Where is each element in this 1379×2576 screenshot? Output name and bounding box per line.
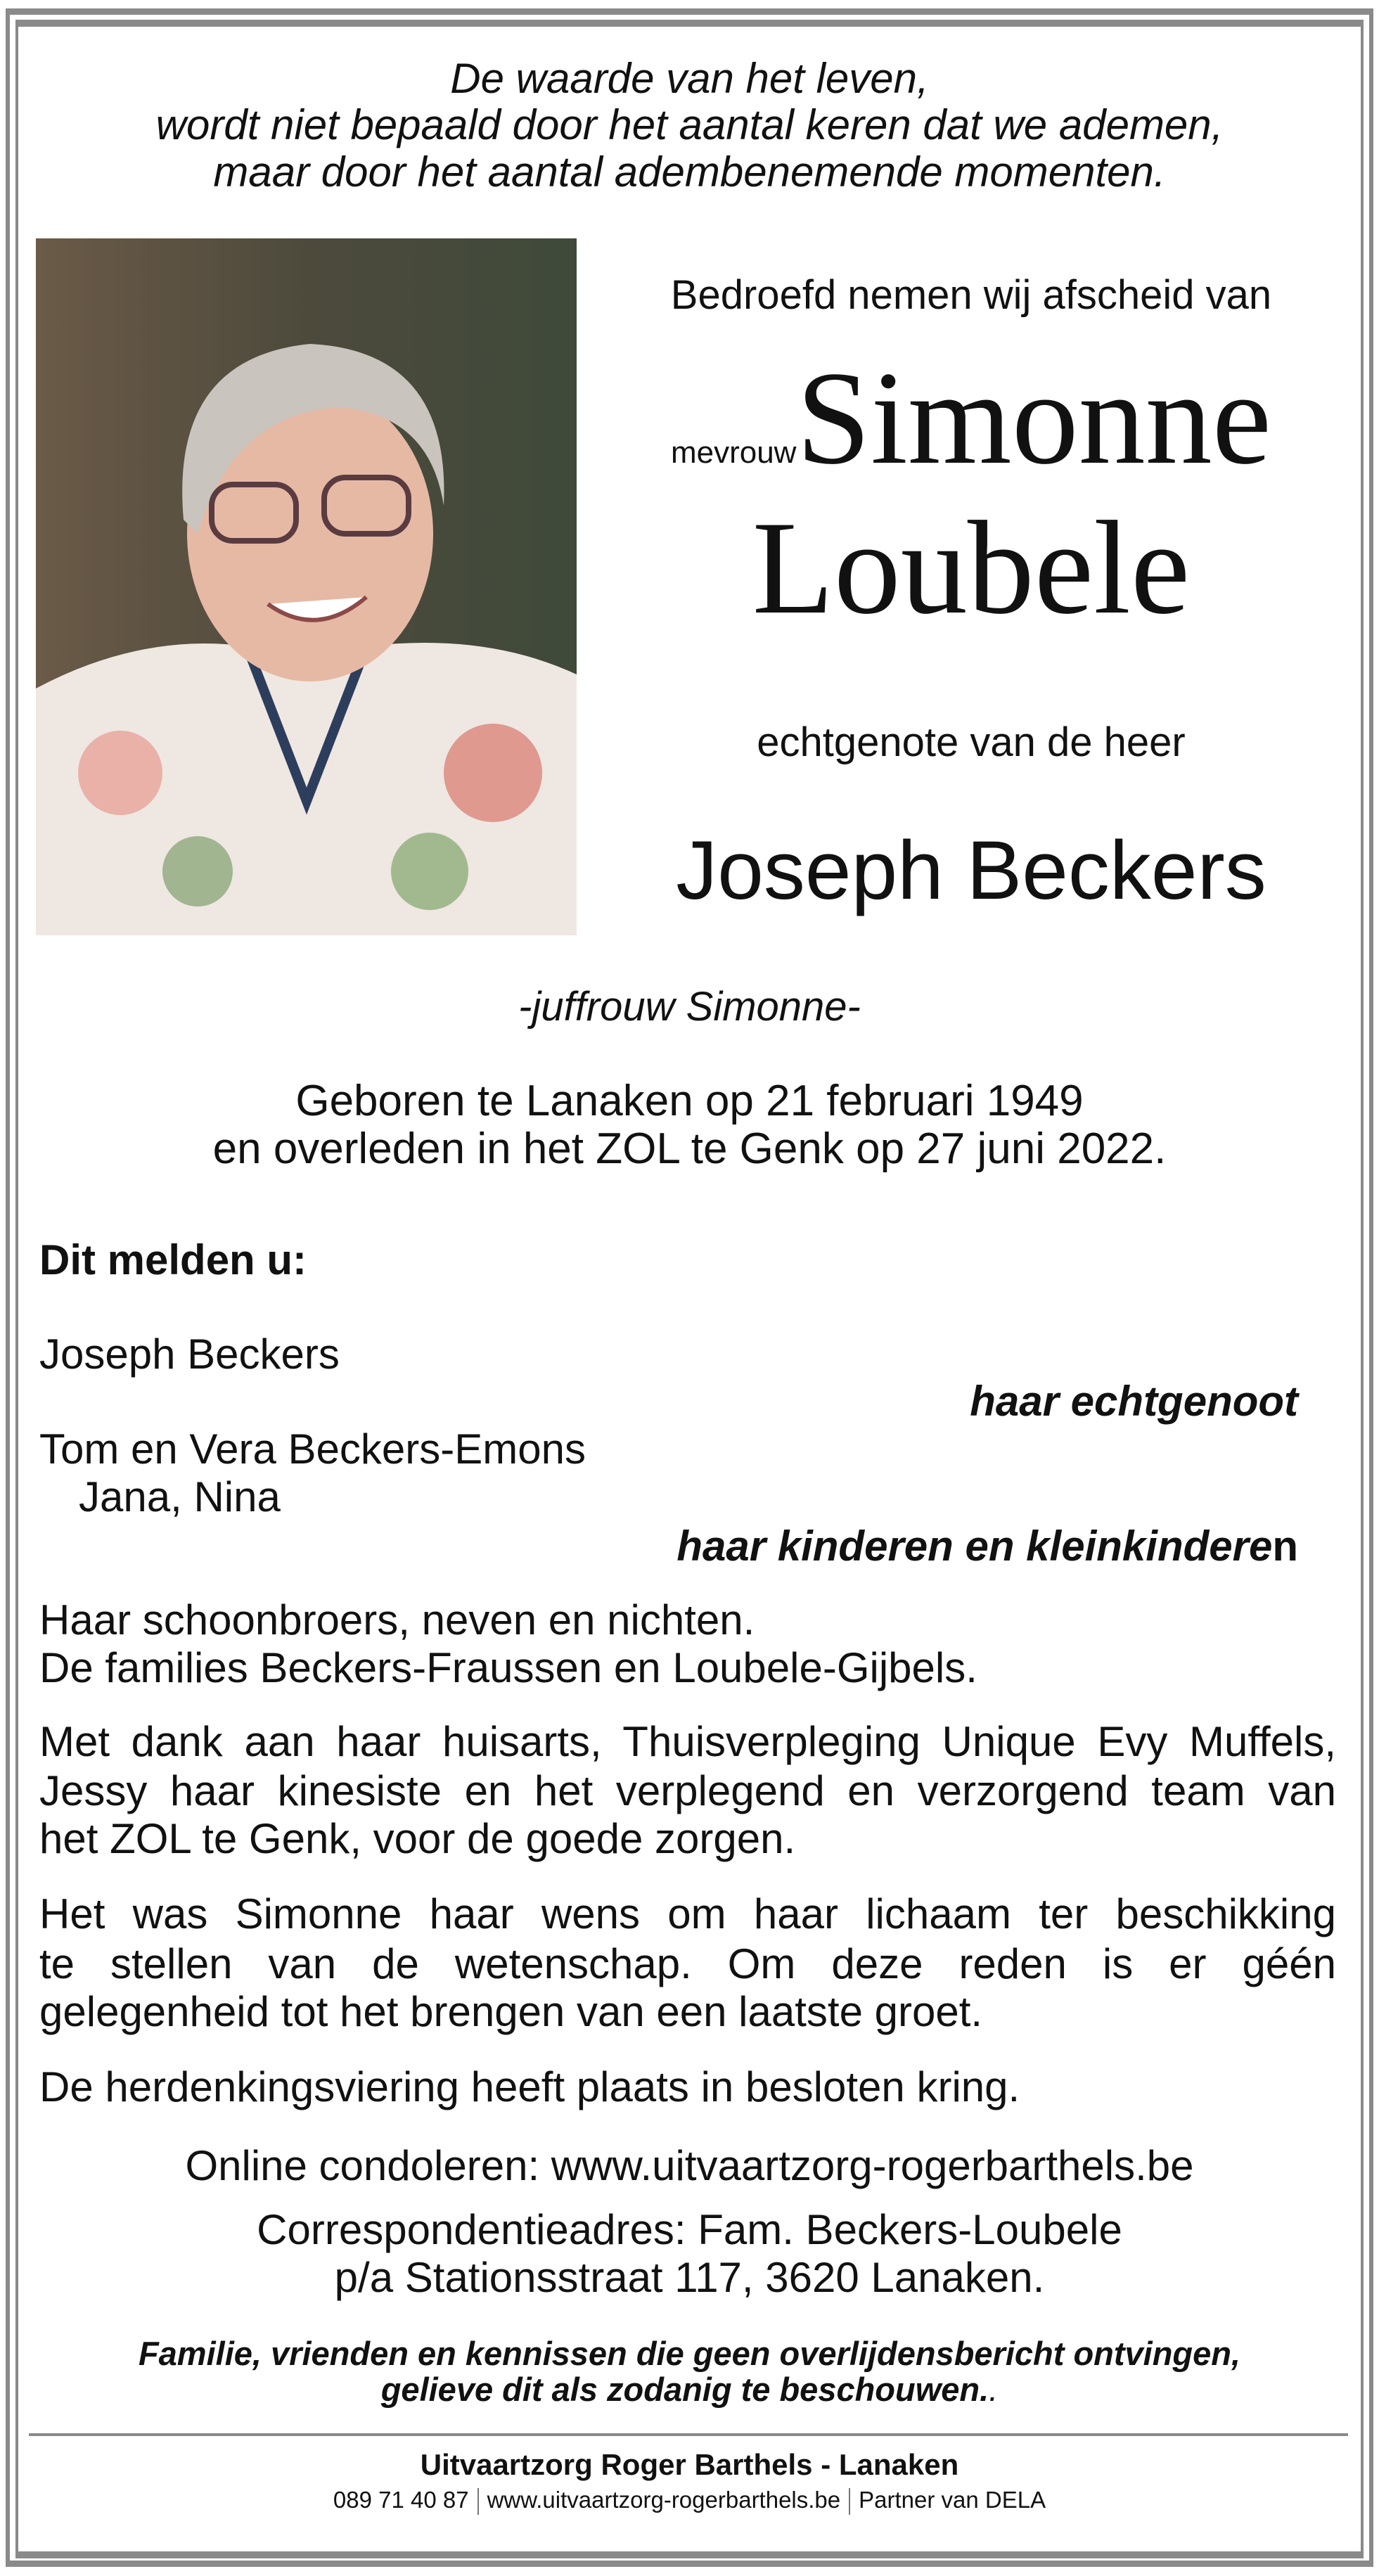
- deceased-first-name: Simonne: [796, 345, 1272, 492]
- deceased-last-name: Loubele: [752, 494, 1191, 642]
- family-spouse: Joseph Beckers: [39, 1331, 340, 1378]
- children-label: [676, 1521, 1298, 1572]
- portrait-photo: [36, 238, 577, 935]
- family-heading: Dit melden u:: [39, 1236, 307, 1283]
- separator: [849, 2488, 850, 2515]
- address-line-2: p/a Stationsstraat 117, 3620 Lanaken.: [334, 2254, 1045, 2301]
- wish-line-2: te stellen van de wetenschap. Om deze reden is er géén: [39, 1940, 1336, 1987]
- address-line-1: Correspondentieadres: Fam. Beckers-Loubele: [257, 2206, 1122, 2253]
- thanks-line-3: het ZOL te Genk, voor de goede zorgen.: [39, 1815, 796, 1862]
- note-line-2: [0, 2370, 1379, 2409]
- children-label-tail: n: [1272, 1523, 1298, 1570]
- spouse-name: Joseph Beckers: [676, 824, 1266, 917]
- others-line-2: De families Beckers-Fraussen en Loubele-Gijbels.: [39, 1644, 977, 1691]
- relation-text: echtgenote van de heer: [757, 719, 1186, 765]
- wish-line-1: Het was Simonne haar wens om haar lichaam ter beschikking: [39, 1890, 1336, 1937]
- quote-line-2: wordt niet bepaald door het aantal keren dat we ademen,: [155, 101, 1224, 148]
- note-line-2-text: gelieve dit als zodanig te beschouwen.: [380, 2371, 989, 2408]
- note-line-1: Familie, vrienden en kennissen die geen overlijdensbericht ontvingen,: [138, 2335, 1241, 2372]
- spouse-label: haar echtgenoot: [970, 1378, 1298, 1425]
- footer-website[interactable]: www.uitvaartzorg-rogerbarthels.be: [487, 2487, 841, 2513]
- footer-partner: Partner van DELA: [859, 2487, 1046, 2513]
- death-info: en overleden in het ZOL te Genk op 27 juni 2022.: [212, 1124, 1167, 1173]
- thanks-line-1: Met dank aan haar huisarts, Thuisverpleging Unique Evy Muffels,: [39, 1718, 1336, 1765]
- birth-info: Geboren te Lanaken op 21 februari 1949: [295, 1077, 1084, 1125]
- family-children: Tom en Vera Beckers-Emons: [39, 1425, 586, 1473]
- quote-line-3: maar door het aantal adembenemende momenten.: [213, 148, 1166, 196]
- deceased-first-name-row: [612, 345, 1330, 492]
- note-tail: .: [989, 2371, 999, 2408]
- others-line-1: Haar schoonbroers, neven en nichten.: [39, 1596, 755, 1643]
- funeral-company: Uitvaartzorg Roger Barthels - Lanaken: [420, 2448, 959, 2481]
- nickname: -juffrouw Simonne-: [518, 984, 861, 1030]
- online-condolence-link[interactable]: Online condoleren: www.uitvaartzorg-rogerbarthels.be: [185, 2142, 1194, 2189]
- family-grandchildren: Jana, Nina: [79, 1473, 281, 1520]
- footer-phone[interactable]: 089 71 40 87: [333, 2487, 469, 2513]
- ceremony-text: De herdenkingsviering heeft plaats in besloten kring.: [39, 2063, 1020, 2110]
- footer-contact: [0, 2486, 1379, 2515]
- separator: [477, 2488, 479, 2515]
- quote-line-1: De waarde van het leven,: [450, 55, 929, 102]
- thanks-line-2: Jessy haar kinesiste en het verplegend en verzorgend team van: [39, 1767, 1336, 1814]
- footer-divider: [29, 2433, 1348, 2436]
- title: mevrouw: [670, 435, 797, 470]
- wish-line-3: gelegenheid tot het brengen van een laatste groet.: [39, 1988, 983, 2035]
- children-label-text: haar kinderen en kleinkindere: [676, 1523, 1273, 1570]
- intro-text: Bedroefd nemen wij afscheid van: [670, 272, 1272, 318]
